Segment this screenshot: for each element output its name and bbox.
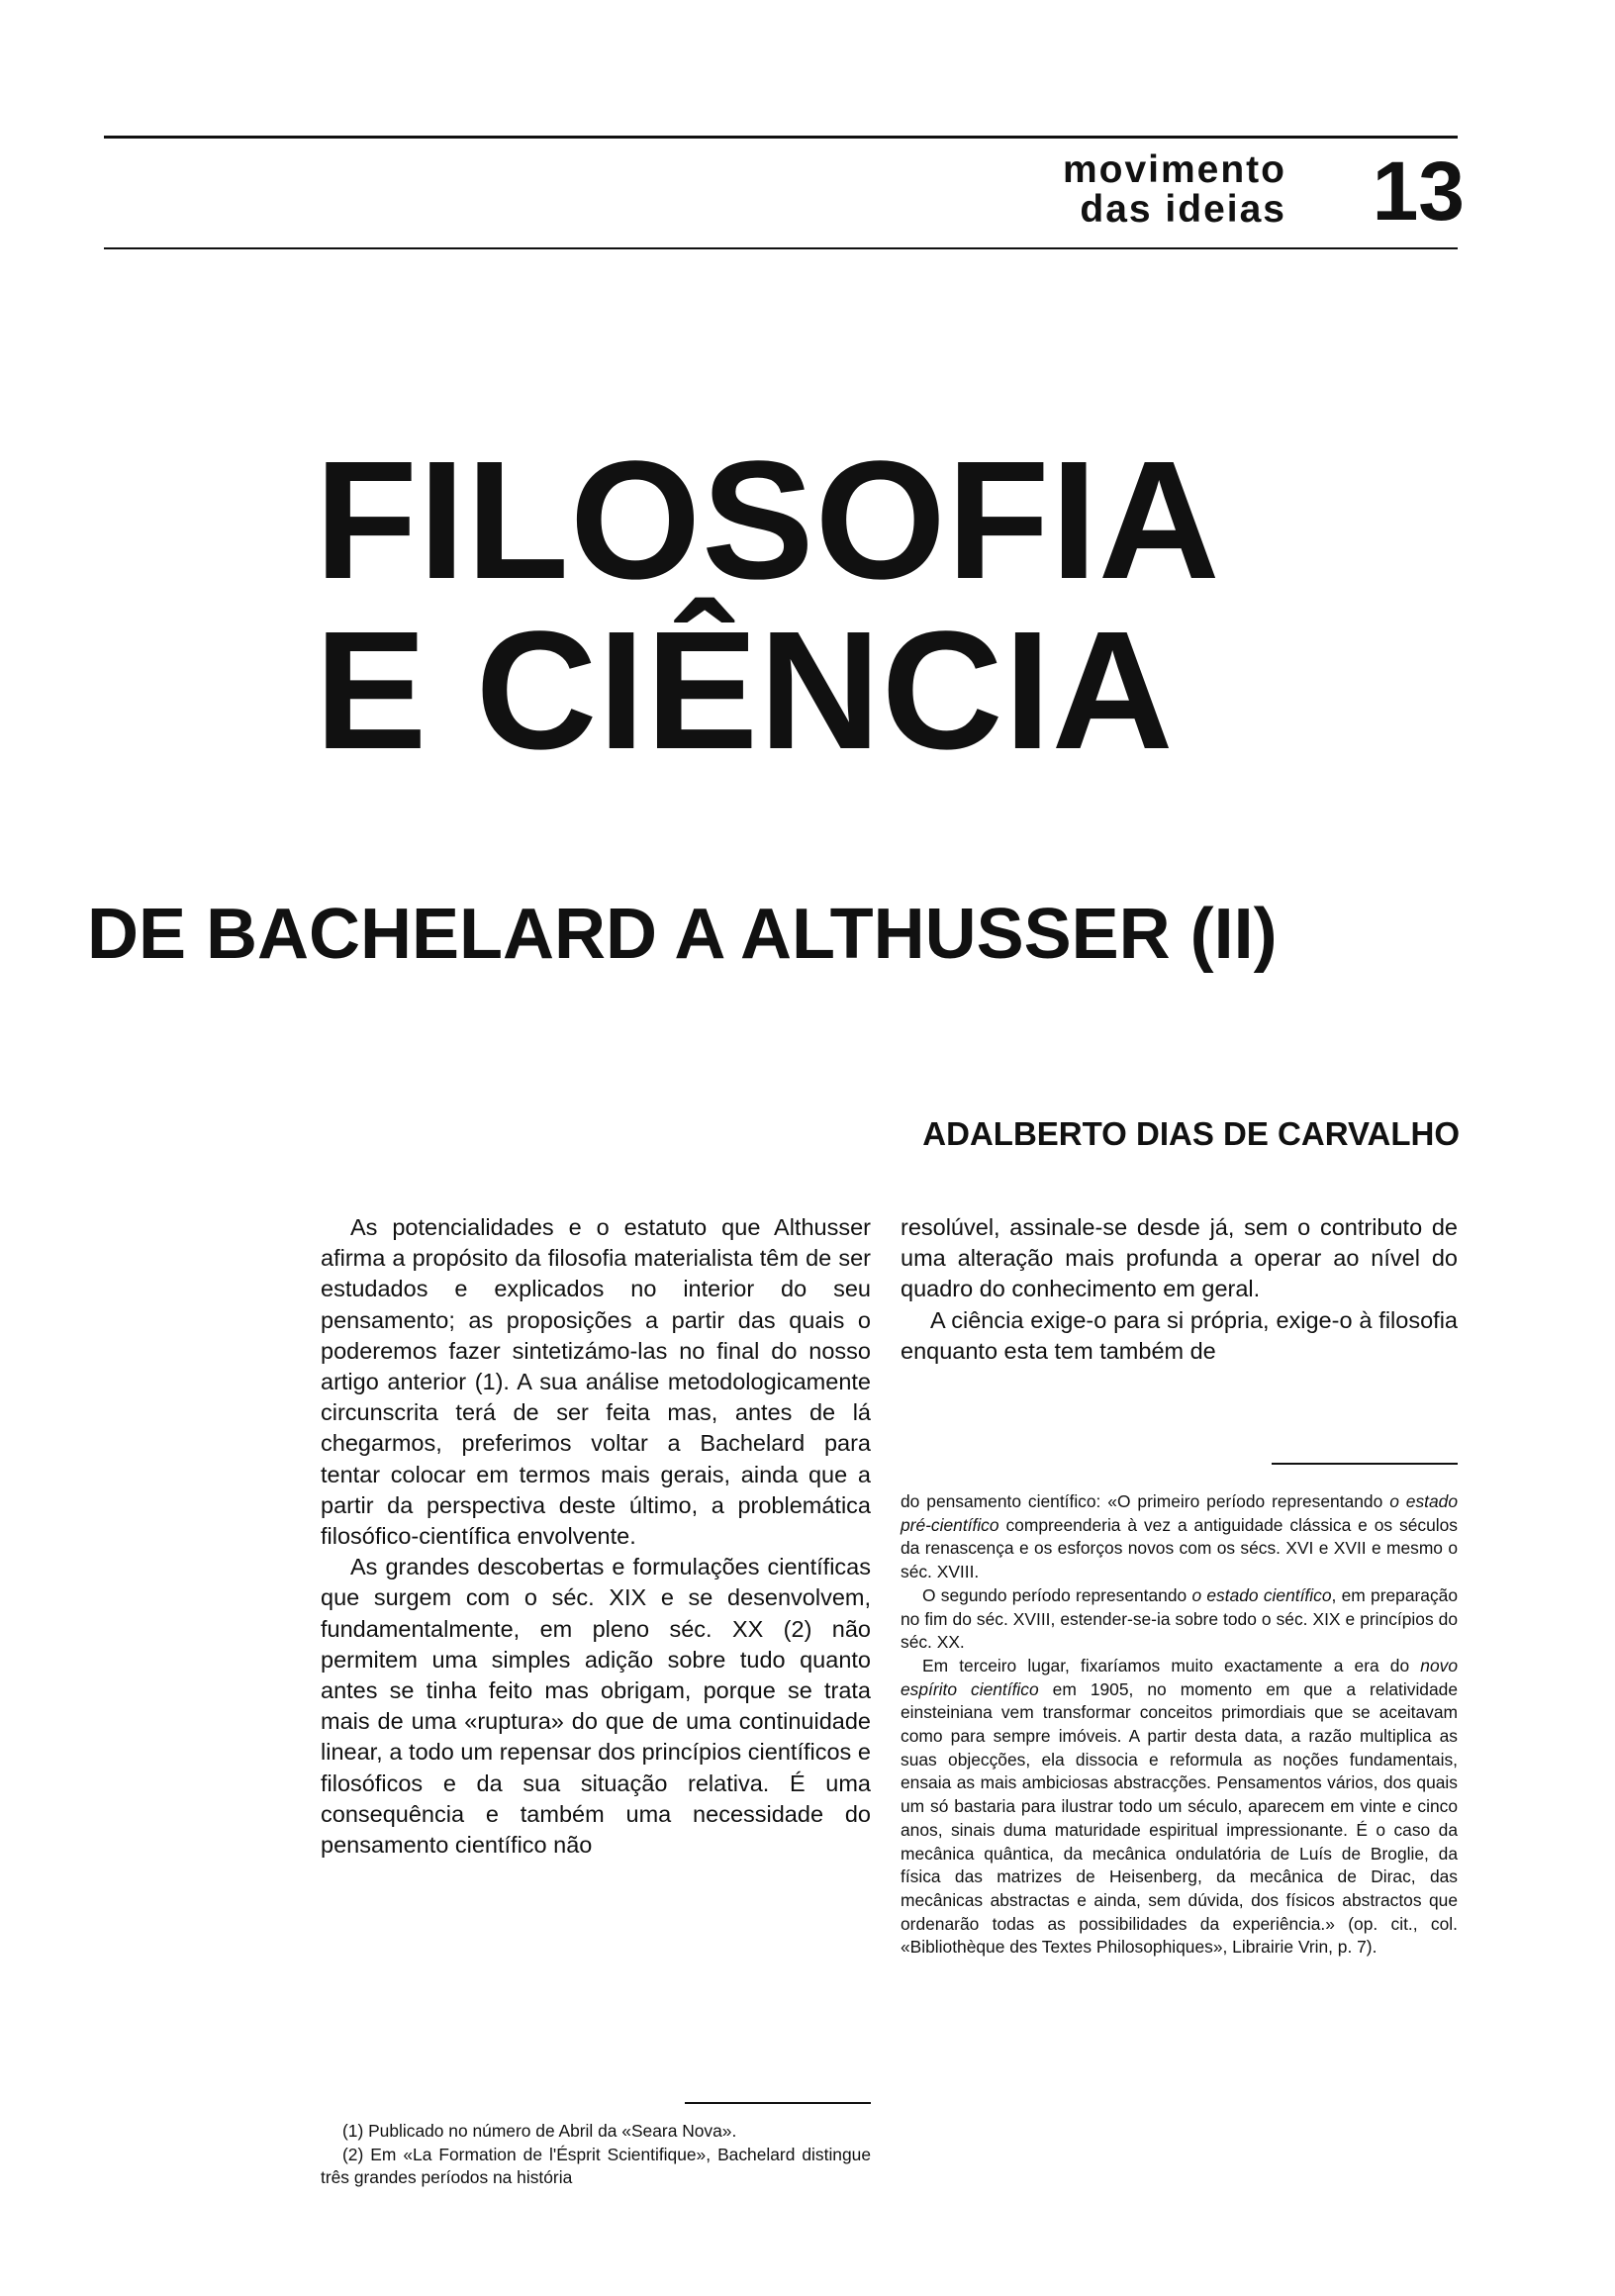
article-subtitle: DE BACHELARD A ALTHUSSER (II) (87, 895, 1278, 974)
footnote-paragraph (901, 1655, 1458, 1960)
section-label-line1: movimento (1062, 148, 1286, 191)
article-title (315, 427, 1304, 785)
body-paragraph: As potencialidades e o estatuto que Althusser afirma a propósito da filosofia materialista têm de ser estudados e explicados no interior do seu pensamento; as proposições a partir das quais o poderemos fazer sintetizámo-las no final do nosso artigo anterior (1). A sua análise metodologicamente circunscrita terá de ser feita mas, antes de lá chegarmos, preferimos voltar a Bachelard para tentar colocar em termos mais gerais, ainda que a partir da perspectiva deste último, a problemática filosófico-científica envolvente. (321, 1214, 871, 1550)
footnote-emphasis: o estado pré-científico (901, 1491, 1459, 1535)
footnote-text: , em preparação no fim do séc. XVIII, estender-se-ia sobre todo o séc. XIX e princípios do séc. XX. (901, 1584, 1458, 1653)
footnotes-left (321, 2120, 871, 2190)
header-bottom-rule (104, 247, 1458, 249)
footnote-2: (2) Em «La Formation de l'Ésprit Scientifique», Bachelard distingue três grandes períodos na história (321, 2144, 871, 2188)
article-title-line2: E CIÊNCIA (315, 597, 1175, 785)
footnote-paragraph (901, 1490, 1458, 1584)
article-author: ADALBERTO DIAS DE CARVALHO (922, 1115, 1460, 1152)
footnote-text: Em terceiro lugar, fixaríamos muito exactamente a era do (922, 1655, 1421, 1675)
body-paragraph: A ciência exige-o para si própria, exige-o à filosofia enquanto esta tem também de (901, 1306, 1458, 1364)
page-number: 13 (1372, 144, 1465, 238)
footnote-text: compreenderia à vez a antiguidade clássica e os séculos da renascença e os esforços novos com os sécs. XVI e XVII e mesmo o séc. XVIII. (901, 1514, 1458, 1582)
footnotes-right (901, 1490, 1458, 1960)
body-column-left (321, 1212, 871, 1861)
body-paragraph: As grandes descobertas e formulações científicas que surgem com o séc. XIX e se desenvolvem, fundamentalmente, em pleno séc. XX (2) não permitem uma simples adição sobre tudo quanto antes se tinha feito mas obrigam, porque se trata mais de uma «ruptura» do que de uma continuidade linear, a todo um repensar dos princípios científicos e filosóficos e da sua situação relativa. É uma consequência e também uma necessidade do pensamento científico não (321, 1554, 871, 1859)
article-title-line1: FILOSOFIA (315, 427, 1221, 615)
footnote-text: em 1905, no momento em que a relatividade einsteiniana vem transformar conceitos primordiais que se aceitavam como para sempre imóveis. A partir desta data, a razão multiplica as suas objecções, ela dissocia e reformula as noções fundamentais, ensaia as mais ambiciosas abstracções. Pensamentos vários, dos quais um só bastaria para ilustrar todo um século, aparecem em vinte e cinco anos, sinais duma maturidade espiritual impressionante. É o caso da mecânica quântica, da mecânica ondulatória de Luís de Broglie, da física das matrizes de Heisenberg, da mecânica de Dirac, das mecânicas abstractas e ainda, sem dúvida, dos físicos abstractos que ordenarão todas as possibilidades da experiência.» (op. cit., col. «Bibliothèque des Textes Philosophiques», Librairie Vrin, p. 7). (901, 1678, 1458, 1958)
footnote-emphasis: novo espírito científico (901, 1655, 1458, 1699)
footnote-emphasis: o estado científico (1191, 1584, 1332, 1605)
body-column-right (901, 1212, 1458, 1367)
body-paragraph: resolúvel, assinale-se desde já, sem o contributo de uma alteração mais profunda a operar ao nível do quadro do conhecimento em geral. (901, 1214, 1458, 1302)
footnote-paragraph (901, 1584, 1458, 1655)
section-label (970, 150, 1286, 230)
footnote-1: (1) Publicado no número de Abril da «Seara Nova». (342, 2121, 737, 2141)
header-top-rule (104, 136, 1458, 139)
section-label-line2: das ideias (1080, 188, 1286, 231)
footnote-text: O segundo período representando (922, 1584, 1192, 1605)
footnote-rule-left (685, 2102, 871, 2104)
footnote-text: do pensamento científico: «O primeiro período representando (901, 1491, 1390, 1511)
footnote-rule-right (1272, 1463, 1458, 1465)
